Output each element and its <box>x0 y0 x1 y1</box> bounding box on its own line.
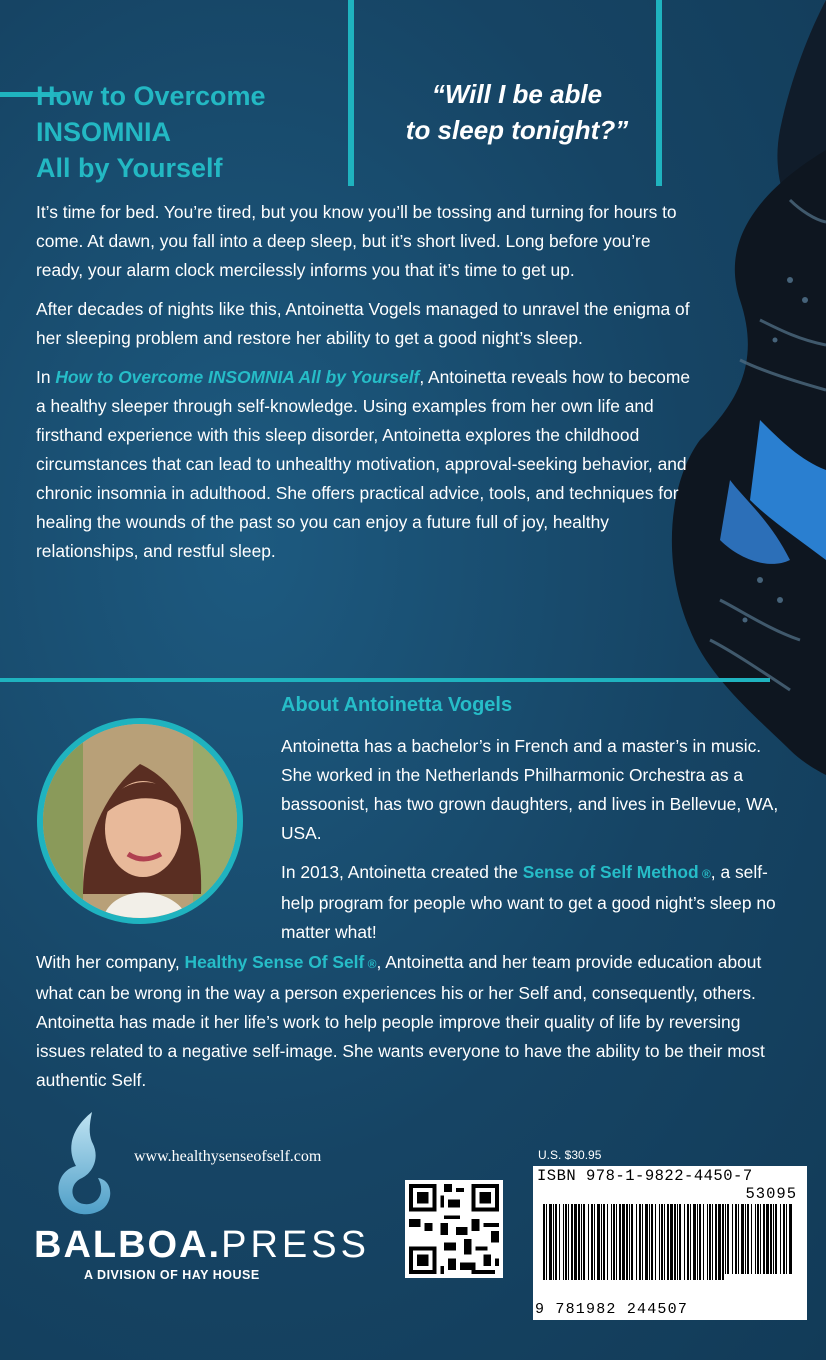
barcode-bar <box>697 1204 698 1280</box>
author-photo <box>37 718 243 924</box>
barcode-bar <box>770 1204 772 1274</box>
about-author-heading: About Antoinetta Vogels <box>281 694 513 716</box>
barcode-bar <box>766 1204 769 1274</box>
method-name: Sense of Self Method <box>522 862 699 882</box>
barcode-bar <box>751 1204 752 1274</box>
barcode-bar <box>718 1204 721 1280</box>
barcode-bar <box>755 1204 756 1274</box>
barcode-bar <box>549 1204 552 1280</box>
description-paragraph <box>36 363 696 566</box>
barcode-bar <box>583 1204 585 1280</box>
barcode-bar <box>568 1204 569 1280</box>
barcode-bar <box>543 1204 545 1280</box>
barcode-bar <box>727 1204 729 1274</box>
barcode-bar <box>613 1204 615 1280</box>
barcode-bar <box>546 1204 547 1280</box>
registered-mark: ® <box>698 867 711 881</box>
description-paragraph: It’s time for bed. You’re tired, but you know you’ll be tossing and turning for hours to come. At dawn, you fall into a deep sleep, but it’s short lived. Long before you’re ready, your alarm clock mercilessly informs you that it’s time to get up. <box>36 202 677 280</box>
barcode-bar <box>679 1204 681 1280</box>
barcode-bar <box>626 1204 628 1280</box>
company-name: Healthy Sense Of Self <box>184 952 365 972</box>
book-title-headline <box>36 78 346 186</box>
barcode-bars <box>543 1204 799 1296</box>
barcode-bar <box>760 1204 761 1274</box>
barcode-bar <box>649 1204 650 1280</box>
barcode-bar <box>601 1204 602 1280</box>
isbn-number: 9 781982 244507 <box>535 1301 689 1318</box>
barcode-bar <box>735 1204 737 1274</box>
barcode-bar <box>712 1204 713 1280</box>
barcode-bar <box>574 1204 577 1280</box>
barcode-bar <box>636 1204 637 1280</box>
qr-code <box>405 1180 503 1278</box>
quote-line: to sleep tonight?” <box>405 115 629 145</box>
book-description <box>36 198 696 576</box>
barcode-bar <box>616 1204 617 1280</box>
barcode-bar <box>655 1204 656 1280</box>
barcode-bar <box>664 1204 665 1280</box>
isbn-barcode <box>533 1166 807 1320</box>
barcode-bar <box>725 1204 726 1274</box>
barcode-bar <box>789 1204 792 1274</box>
barcode-bar <box>690 1204 691 1280</box>
text-span: With her company, <box>36 952 185 972</box>
barcode-bar <box>674 1204 676 1280</box>
barcode-bar <box>559 1204 560 1280</box>
description-paragraph: After decades of nights like this, Antoinetta Vogels managed to unravel the enigma of her sleeping problem and restore her ability to get a good night’s sleep. <box>36 299 690 348</box>
barcode-bar <box>707 1204 708 1280</box>
barcode-bar <box>563 1204 564 1280</box>
barcode-bar <box>611 1204 612 1280</box>
barcode-bar <box>773 1204 774 1274</box>
company-paragraph <box>36 948 776 1095</box>
barcode-bar <box>642 1204 643 1280</box>
publisher-website: www.healthysenseofself.com <box>134 1148 322 1165</box>
publisher-division: A DIVISION OF HAY HOUSE <box>84 1268 260 1282</box>
barcode-bar <box>741 1204 744 1274</box>
registered-mark: ® <box>364 957 377 971</box>
publisher-name-light: PRESS <box>221 1224 370 1266</box>
barcode-bar <box>670 1204 673 1280</box>
barcode-bar <box>757 1204 759 1274</box>
barcode-bar <box>687 1204 689 1280</box>
barcode-bar <box>591 1204 593 1280</box>
barcode-bar <box>553 1204 554 1280</box>
text-span: , Antoinetta and her team provide education about what can be wrong in the way a person experiences his or her Self and, consequently, others. Antoinetta has made it her life’s work to help people improve their quality of life by reversing issues related to a negative self-image. She wants everyone to have the ability to be their most authentic Self. <box>36 952 765 1090</box>
headline-line: All by Yourself <box>36 153 223 183</box>
barcode-bar <box>786 1204 787 1274</box>
barcode-bar <box>629 1204 630 1280</box>
accent-vertical-rule <box>656 0 662 186</box>
author-bio <box>281 732 791 957</box>
barcode-bar <box>775 1204 777 1274</box>
barcode-bar <box>651 1204 653 1280</box>
text-span: , Antoinetta reveals how to become a healthy sleeper through self-knowledge. Using examples from her own life and firsthand experience with this sleep disorder, Antoinetta explores the childhood circumstances that can lead to unhealthy motivation, approval-seeking behavior, and chronic insomnia in adulthood. She offers practical advice, tools, and techniques for healing the wounds of the past so you can enjoy a future full of joy, healthy relationships, and restful sleep. <box>36 367 691 561</box>
price-label: U.S. $30.95 <box>538 1148 602 1162</box>
barcode-bar <box>588 1204 589 1280</box>
barcode-bar <box>722 1204 724 1280</box>
quote-line: “Will I be able <box>431 79 603 109</box>
barcode-bar <box>565 1204 567 1280</box>
barcode-bar <box>783 1204 785 1274</box>
book-title-inline: How to Overcome INSOMNIA All by Yourself <box>55 367 420 387</box>
barcode-bar <box>732 1204 733 1274</box>
barcode-bar <box>597 1204 600 1280</box>
barcode-bar <box>715 1204 717 1280</box>
barcode-bar <box>693 1204 696 1280</box>
isbn-text: ISBN 978-1-9822-4450-7 <box>537 1167 753 1185</box>
barcode-bar <box>667 1204 669 1280</box>
publisher-name-bold: BALBOA. <box>34 1224 222 1266</box>
text-span: , a self-help program for people who want to get a good night’s sleep no matter what! <box>281 862 776 942</box>
headline-line: How to Overcome <box>36 81 266 111</box>
barcode-bar <box>703 1204 704 1280</box>
barcode-bar <box>555 1204 557 1280</box>
barcode-bar <box>594 1204 595 1280</box>
accent-vertical-rule <box>348 0 354 186</box>
barcode-bar <box>607 1204 608 1280</box>
barcode-bar <box>763 1204 765 1274</box>
publisher-logo-text <box>34 1224 370 1267</box>
barcode-bar <box>747 1204 749 1274</box>
barcode-bar <box>581 1204 582 1280</box>
barcode-bar <box>661 1204 663 1280</box>
headline-line: INSOMNIA <box>36 117 171 147</box>
barcode-bar <box>645 1204 648 1280</box>
section-divider <box>0 678 770 682</box>
bio-paragraph: Antoinetta has a bachelor’s in French and a master’s in music. She worked in the Netherlands Philharmonic Orchestra as a bassoonist, has two grown daughters, and lives in Bellevue, WA, USA. <box>281 736 779 843</box>
barcode-bar <box>619 1204 621 1280</box>
text-span: In 2013, Antoinetta created the <box>281 862 523 882</box>
barcode-bar <box>622 1204 625 1280</box>
publisher-swirl-logo <box>52 1108 116 1220</box>
barcode-bar <box>603 1204 605 1280</box>
barcode-bar <box>571 1204 573 1280</box>
barcode-bar <box>659 1204 660 1280</box>
text-span: In <box>36 367 56 387</box>
barcode-bar <box>677 1204 678 1280</box>
pull-quote <box>382 76 652 148</box>
barcode-bar <box>639 1204 641 1280</box>
price-code: 53095 <box>745 1185 797 1203</box>
barcode-bar <box>745 1204 746 1274</box>
barcode-bar <box>709 1204 711 1280</box>
barcode-bar <box>780 1204 781 1274</box>
barcode-bar <box>631 1204 633 1280</box>
barcode-bar <box>578 1204 580 1280</box>
bio-paragraph <box>281 858 791 947</box>
barcode-bar <box>738 1204 739 1274</box>
barcode-bar <box>684 1204 685 1280</box>
barcode-bar <box>699 1204 701 1280</box>
